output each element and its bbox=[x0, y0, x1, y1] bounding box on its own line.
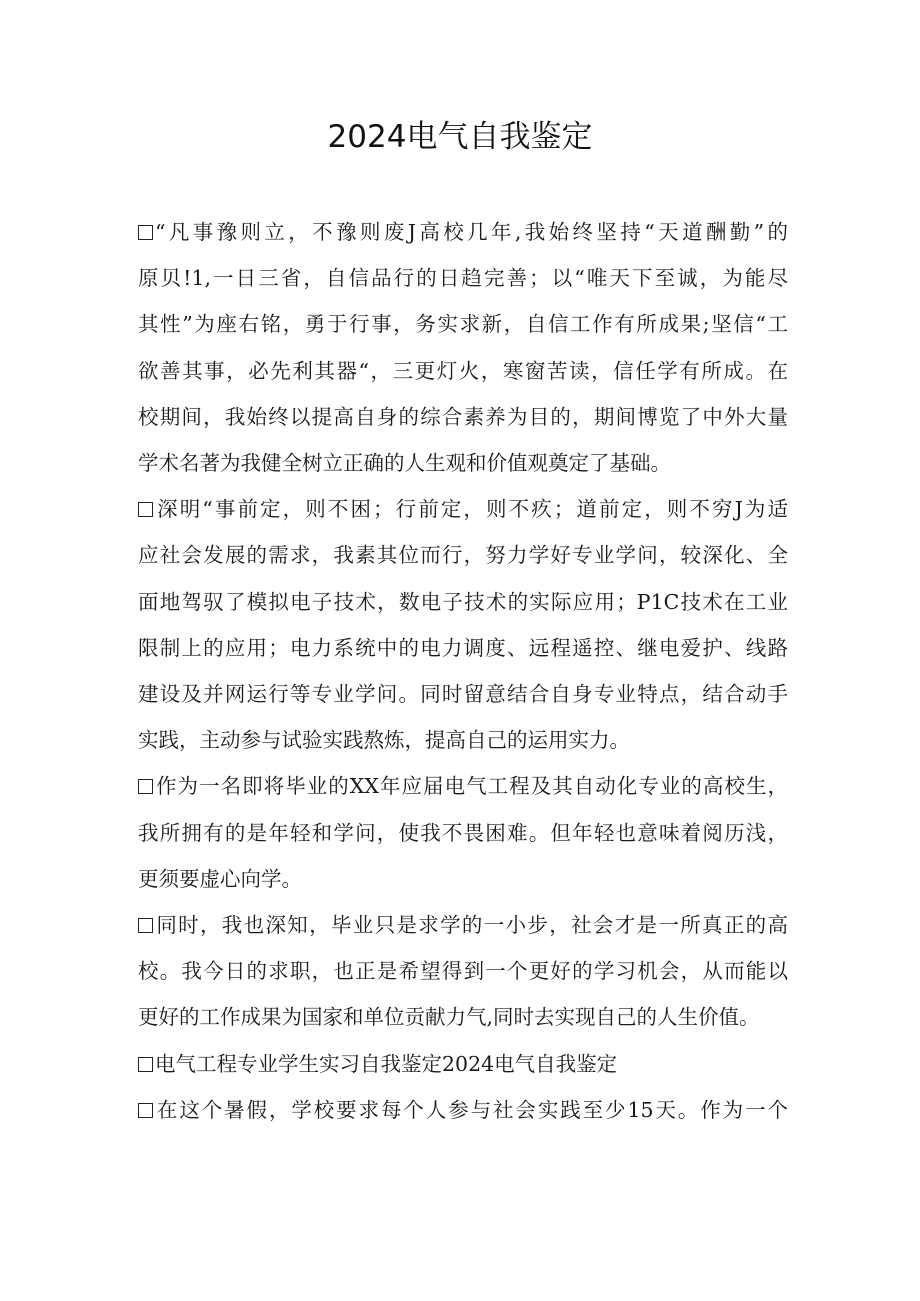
paragraph-line: 作为一名即将毕业的XX年应届电气工程及其自动化专业的高校生， bbox=[138, 763, 788, 809]
paragraph-line: 其性”为座右铭，勇于行事，务实求新，自信工作有所成果;坚信“工 bbox=[138, 312, 788, 337]
paragraph-6 bbox=[138, 1087, 788, 1133]
paragraph-line: 校期间，我始终以提高自身的综合素养为目的，期间博览了中外大量 bbox=[138, 404, 788, 429]
paragraph-5 bbox=[138, 1041, 788, 1087]
checkbox-glyph-icon bbox=[138, 779, 153, 794]
paragraph-line: “凡事豫则立，不豫则废J高校几年,我始终坚持“天道酬勤”的 bbox=[138, 209, 788, 255]
paragraph-1 bbox=[138, 209, 788, 486]
paragraph-line: 同时，我也深知，毕业只是求学的一小步，社会才是一所真正的高 bbox=[138, 902, 788, 948]
paragraph-line: 欲善其事，必先利其器“，三更灯火，寒窗苦读，信任学有所成。在 bbox=[138, 358, 788, 383]
paragraph-line: 深明“事前定，则不困；行前定，则不疚；道前定，则不穷J为适 bbox=[138, 486, 788, 532]
paragraph-line: 原贝!1,一日三省，自信品行的日趋完善；以“唯天下至诚，为能尽 bbox=[138, 266, 788, 291]
paragraph-3 bbox=[138, 763, 788, 902]
document-body bbox=[138, 209, 788, 1133]
paragraph-line: 更须要虚心向学。 bbox=[138, 866, 302, 891]
checkbox-glyph-icon bbox=[138, 502, 153, 517]
checkbox-glyph-icon bbox=[138, 918, 153, 933]
paragraph-line: 限制上的应用；电力系统中的电力调度、远程遥控、继电爱护、线路 bbox=[138, 635, 788, 660]
checkbox-glyph-icon bbox=[138, 225, 153, 240]
checkbox-glyph-icon bbox=[138, 1057, 153, 1072]
paragraph-line: 电气工程专业学生实习自我鉴定2024电气自我鉴定 bbox=[138, 1041, 788, 1087]
paragraph-line: 实践，主动参与试验实践熬炼，提高自己的运用实力。 bbox=[138, 728, 630, 753]
paragraph-line: 在这个暑假，学校要求每个人参与社会实践至少15天。作为一个 bbox=[138, 1087, 788, 1133]
paragraph-4 bbox=[138, 902, 788, 1041]
paragraph-line: 建设及并网运行等专业学问。同时留意结合自身专业特点，结合动手 bbox=[138, 682, 788, 707]
paragraph-2 bbox=[138, 486, 788, 763]
paragraph-line: 我所拥有的是年轻和学问，使我不畏困难。但年轻也意味着阅历浅， bbox=[138, 820, 788, 845]
paragraph-line: 应社会发展的需求，我素其位而行，努力学好专业学问，较深化、全 bbox=[138, 543, 788, 568]
paragraph-line: 更好的工作成果为国家和单位贡献力气,同时去实现自己的人生价值。 bbox=[138, 1005, 760, 1030]
paragraph-line: 面地驾驭了模拟电子技术，数电子技术的实际应用；P1C技术在工业 bbox=[138, 589, 788, 614]
paragraph-line: 校。我今日的求职，也正是希望得到一个更好的学习机会，从而能以 bbox=[138, 959, 788, 984]
checkbox-glyph-icon bbox=[138, 1103, 153, 1118]
paragraph-line: 学术名著为我健全树立正确的人生观和价值观奠定了基础。 bbox=[138, 451, 671, 476]
document-title: 2024电气自我鉴定 bbox=[327, 119, 593, 155]
